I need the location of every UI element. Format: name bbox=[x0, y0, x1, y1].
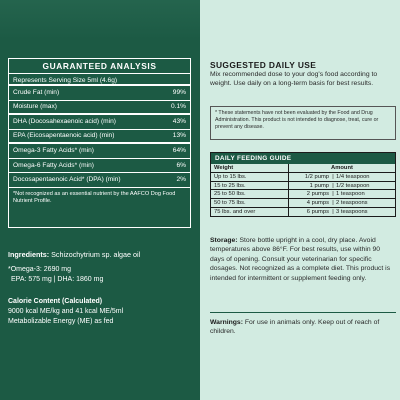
teaspoons-cell: 1 teaspoon bbox=[336, 191, 365, 198]
feeding-guide-header bbox=[211, 164, 395, 173]
ingredients bbox=[8, 250, 196, 259]
amount-divider: | bbox=[332, 208, 334, 215]
analysis-row bbox=[9, 159, 190, 174]
weight-cell: 15 to 25 lbs. bbox=[211, 182, 289, 190]
warnings-text: For use in animals only. Keep out of reach of children. bbox=[210, 319, 380, 336]
analysis-row bbox=[9, 115, 190, 130]
pumps-cell: 4 pumps bbox=[306, 200, 329, 207]
calorie-line-2: Metabolizable Energy (ME) as fed bbox=[8, 317, 114, 325]
teaspoons-cell: 1/2 teaspoon bbox=[336, 182, 370, 189]
guaranteed-analysis-title: GUARANTEED ANALYSIS bbox=[9, 59, 190, 74]
analysis-value: 64% bbox=[172, 147, 186, 155]
weight-cell: 75 lbs. and over bbox=[211, 208, 289, 217]
aafco-note: *Not recognized as an essential nutrient by the AAFCO Dog Food Nutrient Profile. bbox=[13, 190, 176, 205]
analysis-row bbox=[9, 86, 190, 101]
teaspoons-cell: 3 teaspoons bbox=[336, 208, 368, 215]
storage-text: Store bottle upright in a cool, dry place. Avoid temperatures above 86°F. For best results, use within 90 days of opening. Consult your veterinarian for specific dosages. Not recognized as a complete diet. This product is intended for intermittent or supplement feeding only. bbox=[210, 237, 391, 282]
pumps-cell: 6 pumps bbox=[306, 208, 329, 215]
analysis-label: Omega-3 Fatty Acids* (min) bbox=[13, 147, 94, 155]
analysis-label: EPA (Eicosapentaenoic acid) (min) bbox=[13, 132, 115, 140]
analysis-label: Docosapentaenoic Acid* (DPA) (min) bbox=[13, 176, 121, 184]
calorie-content bbox=[8, 297, 198, 326]
warnings bbox=[210, 318, 396, 337]
weight-cell: Up to 15 lbs. bbox=[211, 173, 289, 181]
analysis-value: 43% bbox=[172, 118, 186, 126]
daily-feeding-guide-table bbox=[210, 152, 396, 217]
storage-label: Storage: bbox=[210, 237, 238, 244]
analysis-row bbox=[9, 101, 190, 116]
calorie-line-1: 9000 kcal ME/kg and 41 kcal ME/5ml bbox=[8, 307, 124, 315]
table-row bbox=[211, 182, 395, 191]
omega-summary bbox=[8, 265, 196, 285]
suggested-use-title: SUGGESTED DAILY USE bbox=[210, 60, 317, 70]
pumps-cell: 2 pumps bbox=[306, 191, 329, 198]
teaspoons-cell: 2 teaspoons bbox=[336, 200, 368, 207]
warnings-label: Warnings: bbox=[210, 319, 243, 326]
analysis-row bbox=[9, 144, 190, 159]
pumps-cell: 1 pump bbox=[309, 182, 329, 189]
teaspoons-cell: 1/4 teaspoon bbox=[336, 174, 370, 180]
analysis-value: 99% bbox=[172, 89, 186, 97]
ingredients-label: Ingredients: bbox=[8, 250, 50, 259]
table-row bbox=[211, 190, 395, 199]
analysis-value: 2% bbox=[176, 176, 186, 184]
serving-size: Represents Serving Size 5ml (4.6g) bbox=[9, 74, 190, 86]
storage-instructions bbox=[210, 236, 396, 283]
amount-divider: | bbox=[332, 182, 334, 189]
analysis-row bbox=[9, 173, 190, 188]
analysis-label: Omega-6 Fatty Acids* (min) bbox=[13, 161, 94, 169]
omega-line-1: *Omega-3: 2690 mg bbox=[8, 266, 72, 273]
table-row bbox=[211, 208, 395, 217]
weight-cell: 25 to 50 lbs. bbox=[211, 190, 289, 198]
ingredients-text: Schizochytrium sp. algae oil bbox=[49, 250, 141, 259]
omega-line-2: EPA: 575 mg | DHA: 1860 mg bbox=[11, 276, 104, 284]
divider bbox=[210, 312, 396, 313]
amount-divider: | bbox=[332, 191, 334, 198]
analysis-label: Crude Fat (min) bbox=[13, 89, 60, 97]
weight-cell: 50 to 75 lbs. bbox=[211, 199, 289, 207]
analysis-row bbox=[9, 130, 190, 145]
amount-divider: | bbox=[332, 174, 334, 180]
pumps-cell: 1/2 pump bbox=[304, 174, 329, 180]
analysis-label: Moisture (max) bbox=[13, 103, 57, 111]
fda-disclaimer: * These statements have not been evaluated by the Food and Drug Administration. This product is not intended to diagnose, treat, cure or prevent any disease. bbox=[210, 106, 396, 140]
header-amount: Amount bbox=[331, 165, 353, 171]
calorie-title: Calorie Content (Calculated) bbox=[8, 298, 103, 305]
header-weight: Weight bbox=[211, 164, 289, 172]
analysis-value: 13% bbox=[172, 132, 186, 140]
analysis-value: 6% bbox=[176, 161, 186, 169]
table-row bbox=[211, 173, 395, 182]
amount-divider: | bbox=[332, 200, 334, 207]
feeding-guide-title: DAILY FEEDING GUIDE bbox=[211, 153, 395, 164]
analysis-label: DHA (Docosahexaenoic acid) (min) bbox=[13, 118, 116, 126]
suggested-use-text: Mix recommended dose to your dog's food according to weight. Use daily on a long-term basis for best results. bbox=[210, 71, 378, 88]
right-panel bbox=[200, 0, 400, 400]
analysis-value: 0.1% bbox=[170, 103, 186, 111]
table-row bbox=[211, 199, 395, 208]
guaranteed-analysis-box bbox=[8, 58, 191, 228]
